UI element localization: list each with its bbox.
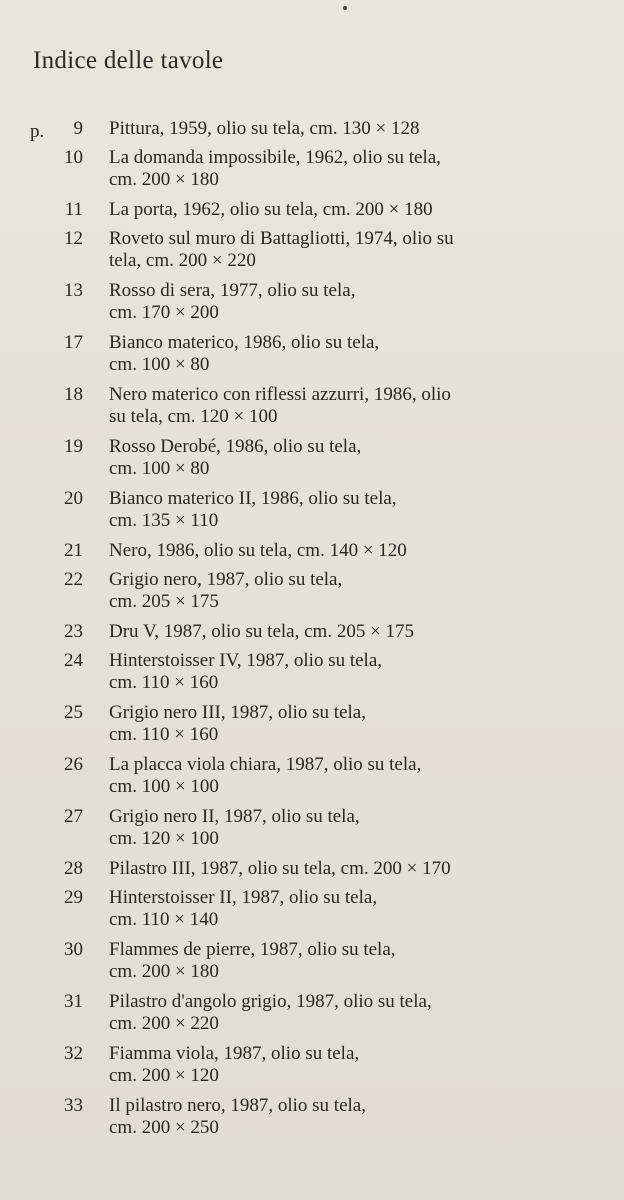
entry-line: Nero materico con riflessi azzurri, 1986, olio — [109, 384, 451, 405]
page-number: 11 — [64, 199, 83, 220]
plates-index-list — [0, 118, 624, 1147]
entry-text — [109, 754, 609, 798]
page-number: 19 — [64, 436, 83, 457]
page-number: 18 — [64, 384, 83, 405]
index-entry — [0, 118, 624, 147]
index-entry — [0, 858, 624, 887]
entry-line: Flammes de pierre, 1987, olio su tela, — [109, 939, 396, 960]
index-entry — [0, 1043, 624, 1095]
page-number: 10 — [64, 147, 83, 168]
entry-text — [109, 1043, 609, 1087]
entry-text — [109, 540, 609, 562]
index-entry — [0, 199, 624, 228]
ink-dot — [343, 6, 347, 10]
entry-text — [109, 887, 609, 931]
entry-line: cm. 200 × 220 — [109, 1013, 219, 1034]
page-number: 9 — [73, 118, 83, 139]
entry-line: su tela, cm. 120 × 100 — [109, 406, 278, 427]
entry-line: Grigio nero II, 1987, olio su tela, — [109, 806, 360, 827]
page-number: 31 — [64, 991, 83, 1012]
entry-text — [109, 228, 609, 272]
page-number: 17 — [64, 332, 83, 353]
entry-line: cm. 110 × 160 — [109, 672, 219, 693]
index-entry — [0, 488, 624, 540]
entry-text — [109, 991, 609, 1035]
entry-line: cm. 100 × 80 — [109, 458, 210, 479]
page-number: 26 — [64, 754, 83, 775]
entry-line: La domanda impossibile, 1962, olio su tela, — [109, 147, 441, 168]
entry-line: cm. 170 × 200 — [109, 302, 219, 323]
index-entry — [0, 569, 624, 621]
page-number: 28 — [64, 858, 83, 879]
page-number: 29 — [64, 887, 83, 908]
entry-line: Rosso Derobé, 1986, olio su tela, — [109, 436, 362, 457]
entry-line: La placca viola chiara, 1987, olio su tela, — [109, 754, 422, 775]
page-number: 21 — [64, 540, 83, 561]
entry-text — [109, 569, 609, 613]
entry-line: Pilastro III, 1987, olio su tela, cm. 200 × 170 — [109, 858, 451, 879]
entry-line: Nero, 1986, olio su tela, cm. 140 × 120 — [109, 540, 407, 561]
entry-line: Hinterstoisser II, 1987, olio su tela, — [109, 887, 378, 908]
entry-text — [109, 939, 609, 983]
page-number: 22 — [64, 569, 83, 590]
entry-text — [109, 621, 609, 643]
entry-line: cm. 200 × 250 — [109, 1117, 219, 1138]
page-number: 25 — [64, 702, 83, 723]
index-entry — [0, 702, 624, 754]
entry-line: Il pilastro nero, 1987, olio su tela, — [109, 1095, 366, 1116]
index-entry — [0, 280, 624, 332]
index-entry — [0, 650, 624, 702]
entry-line: Grigio nero, 1987, olio su tela, — [109, 569, 343, 590]
page-number: 24 — [64, 650, 83, 671]
index-entry — [0, 621, 624, 650]
entry-line: cm. 120 × 100 — [109, 828, 219, 849]
page-number: 12 — [64, 228, 83, 249]
entry-line: Dru V, 1987, olio su tela, cm. 205 × 175 — [109, 621, 415, 642]
entry-line: Pilastro d'angolo grigio, 1987, olio su tela, — [109, 991, 432, 1012]
entry-line: cm. 200 × 120 — [109, 1065, 219, 1086]
entry-text — [109, 488, 609, 532]
index-entry — [0, 540, 624, 569]
entry-line: Hinterstoisser IV, 1987, olio su tela, — [109, 650, 383, 671]
page-number: 23 — [64, 621, 83, 642]
entry-line: cm. 135 × 110 — [109, 510, 219, 531]
page-number: 13 — [64, 280, 83, 301]
index-entry — [0, 332, 624, 384]
entry-line: Bianco materico II, 1986, olio su tela, — [109, 488, 397, 509]
entry-line: Pittura, 1959, olio su tela, cm. 130 × 128 — [109, 118, 420, 139]
index-entry — [0, 754, 624, 806]
index-entry — [0, 147, 624, 199]
entry-line: cm. 100 × 80 — [109, 354, 210, 375]
entry-text — [109, 147, 609, 191]
entry-line: cm. 100 × 100 — [109, 776, 219, 797]
entry-line: La porta, 1962, olio su tela, cm. 200 × 180 — [109, 199, 433, 220]
page-number: 33 — [64, 1095, 83, 1116]
index-entry — [0, 1095, 624, 1147]
entry-line: Bianco materico, 1986, olio su tela, — [109, 332, 380, 353]
index-heading: Indice delle tavole — [33, 47, 224, 74]
index-entry — [0, 228, 624, 280]
entry-text — [109, 806, 609, 850]
entry-line: cm. 110 × 140 — [109, 909, 219, 930]
entry-line: cm. 205 × 175 — [109, 591, 219, 612]
entry-text — [109, 280, 609, 324]
index-entry — [0, 939, 624, 991]
entry-text — [109, 118, 609, 140]
entry-text — [109, 436, 609, 480]
entry-text — [109, 199, 609, 221]
entry-line: cm. 110 × 160 — [109, 724, 219, 745]
entry-line: Grigio nero III, 1987, olio su tela, — [109, 702, 366, 723]
index-entry — [0, 436, 624, 488]
entry-text — [109, 650, 609, 694]
index-entry — [0, 384, 624, 436]
entry-line: Rosso di sera, 1977, olio su tela, — [109, 280, 356, 301]
entry-text — [109, 1095, 609, 1139]
entry-line: Roveto sul muro di Battagliotti, 1974, olio su — [109, 228, 454, 249]
page-prefix: p. — [30, 121, 45, 142]
page-number: 30 — [64, 939, 83, 960]
entry-line: tela, cm. 200 × 220 — [109, 250, 256, 271]
entry-text — [109, 858, 609, 880]
index-entry — [0, 806, 624, 858]
entry-line: Fiamma viola, 1987, olio su tela, — [109, 1043, 360, 1064]
page-number: 20 — [64, 488, 83, 509]
entry-line: cm. 200 × 180 — [109, 961, 219, 982]
entry-text — [109, 384, 609, 428]
index-entry — [0, 991, 624, 1043]
entry-text — [109, 332, 609, 376]
index-entry — [0, 887, 624, 939]
page-number: 32 — [64, 1043, 83, 1064]
page-number: 27 — [64, 806, 83, 827]
entry-text — [109, 702, 609, 746]
entry-line: cm. 200 × 180 — [109, 169, 219, 190]
